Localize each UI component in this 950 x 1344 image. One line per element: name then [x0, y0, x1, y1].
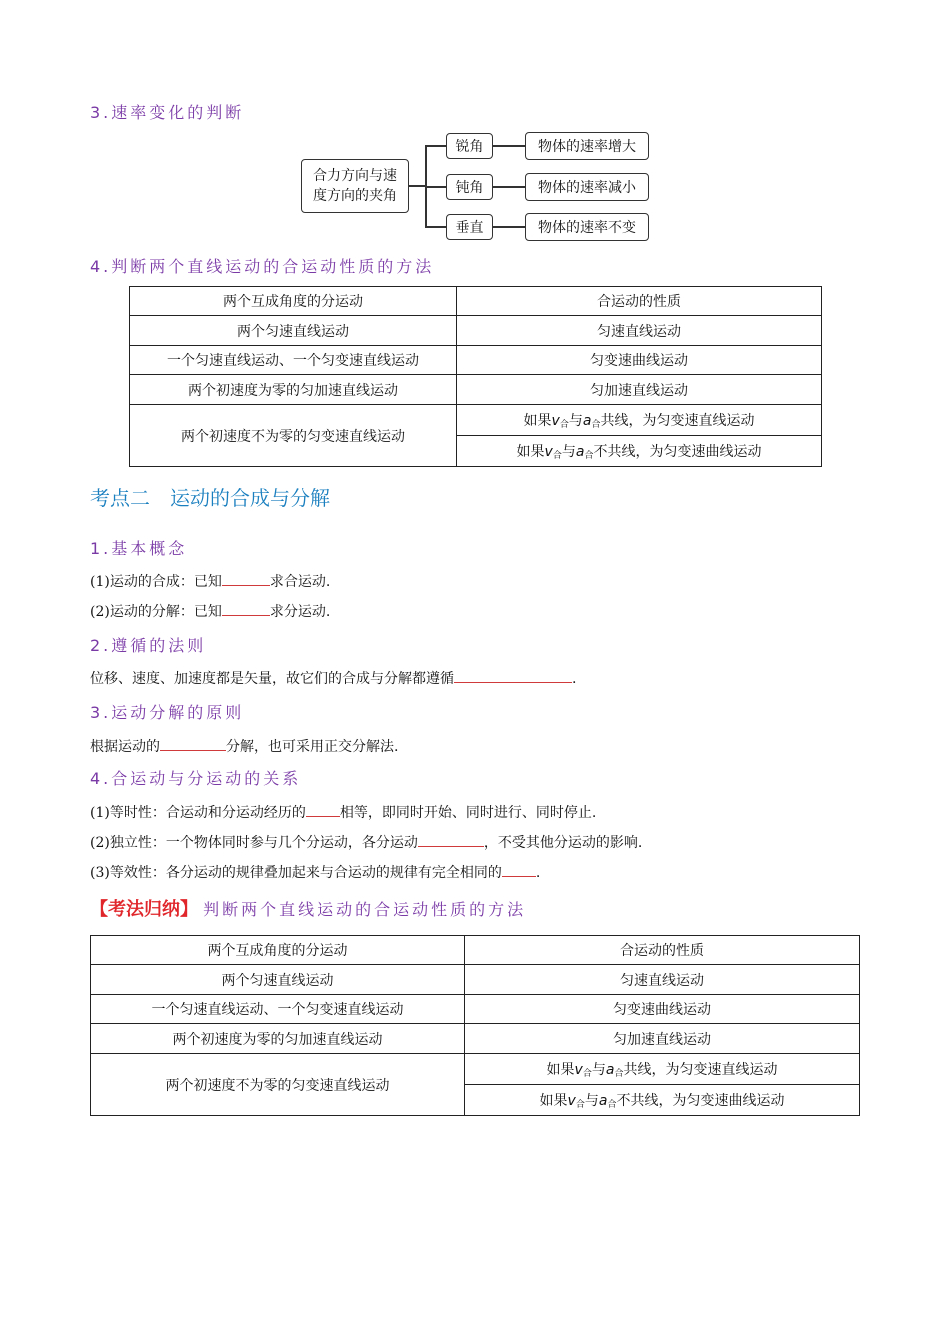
- table-row: [91, 1024, 860, 1054]
- decomposition-principle-title: 3.运动分解的原则: [90, 703, 245, 722]
- table-cell: 匀加速直线运动: [465, 1024, 860, 1054]
- paragraph: 根据运动的 分解，也可采用正交分解法.: [90, 736, 398, 756]
- kaofa-heading: [90, 895, 526, 921]
- table-row: [91, 995, 860, 1024]
- table-cell: 两个初速度为零的匀加速直线运动: [91, 1024, 465, 1054]
- paragraph: (2)运动的分解：已知 求分运动.: [90, 601, 330, 621]
- table-cell: 匀加速直线运动: [457, 375, 822, 405]
- section-4-title: 4.判断两个直线运动的合运动性质的方法: [90, 257, 435, 276]
- table-cell: 两个匀速直线运动: [130, 316, 457, 346]
- table-cell: 匀变速曲线运动: [465, 995, 860, 1024]
- table-row: [130, 287, 822, 316]
- diagram-root-box: [301, 159, 409, 213]
- connector: [493, 145, 525, 147]
- paragraph: (3)等效性：各分运动的规律叠加起来与合运动的规律有完全相同的 .: [90, 862, 540, 882]
- table-cell: 两个初速度不为零的匀变速直线运动: [91, 1054, 465, 1116]
- connector: [493, 186, 525, 188]
- fill-blank[interactable]: [454, 668, 572, 683]
- paragraph: (1)等时性：合运动和分运动经历的 相等，即同时开始、同时进行、同时停止.: [90, 802, 596, 822]
- table-header-cell: 合运动的性质: [465, 936, 860, 965]
- rule-title: 2.遵循的法则: [90, 636, 207, 655]
- table-cell-condition-collinear: 如果v合与a合共线，为匀变速直线运动: [457, 405, 822, 436]
- table-header-cell: 两个互成角度的分运动: [91, 936, 465, 965]
- table-cell: 匀速直线运动: [457, 316, 822, 346]
- angle-box-acute: 锐角: [446, 133, 493, 159]
- angle-box-obtuse: 钝角: [446, 174, 493, 200]
- fill-blank[interactable]: [502, 862, 536, 877]
- section-3-title: 3.速率变化的判断: [90, 103, 245, 122]
- paragraph: (1)运动的合成：已知 求合运动.: [90, 571, 330, 591]
- table-row: [130, 346, 822, 375]
- paragraph: (2)独立性：一个物体同时参与几个分运动，各分运动 ，不受其他分运动的影响.: [90, 832, 642, 852]
- table-row: [91, 936, 860, 965]
- table-cell-condition-noncollinear: 如果v合与a合不共线，为匀变速曲线运动: [457, 436, 822, 467]
- basic-concept-title: 1.基本概念: [90, 539, 188, 558]
- kaofa-label: 【考法归纳】: [90, 899, 198, 920]
- fill-blank[interactable]: [222, 601, 270, 616]
- table-header-cell: 合运动的性质: [457, 287, 822, 316]
- diagram-root-line1: 合力方向与速: [313, 168, 397, 184]
- table-row: [130, 316, 822, 346]
- paragraph: 位移、速度、加速度都是矢量，故它们的合成与分解都遵循 .: [90, 668, 576, 688]
- result-box-constant: 物体的速率不变: [525, 213, 649, 241]
- table-row: [91, 965, 860, 995]
- table-cell: 一个匀速直线运动、一个匀变速直线运动: [91, 995, 465, 1024]
- table-cell: 两个初速度为零的匀加速直线运动: [130, 375, 457, 405]
- result-box-decrease: 物体的速率减小: [525, 173, 649, 201]
- diagram-root-line2: 度方向的夹角: [313, 188, 397, 204]
- relation-title: 4.合运动与分运动的关系: [90, 769, 302, 788]
- connector: [425, 145, 446, 147]
- table-cell: 匀速直线运动: [465, 965, 860, 995]
- table-header-cell: 两个互成角度的分运动: [130, 287, 457, 316]
- result-box-increase: 物体的速率增大: [525, 132, 649, 160]
- motion-table-2: [90, 935, 860, 1116]
- fill-blank[interactable]: [222, 571, 270, 586]
- kaofa-title: 判断两个直线运动的合运动性质的方法: [203, 900, 527, 919]
- motion-table-1: [129, 286, 822, 467]
- table-cell: 匀变速曲线运动: [457, 346, 822, 375]
- table-row: [130, 405, 822, 436]
- fill-blank[interactable]: [160, 736, 226, 751]
- fill-blank[interactable]: [306, 802, 340, 817]
- table-cell-condition-noncollinear: 如果v合与a合不共线，为匀变速曲线运动: [465, 1085, 860, 1116]
- connector: [409, 185, 425, 187]
- table-cell: 两个初速度不为零的匀变速直线运动: [130, 405, 457, 467]
- table-cell: 两个匀速直线运动: [91, 965, 465, 995]
- kaodian-2-heading: 考点二 运动的合成与分解: [90, 486, 330, 510]
- angle-box-perpendicular: 垂直: [446, 214, 493, 240]
- table-row: [91, 1054, 860, 1085]
- table-row: [130, 375, 822, 405]
- fill-blank[interactable]: [418, 832, 484, 847]
- connector: [425, 226, 446, 228]
- table-cell-condition-collinear: 如果v合与a合共线，为匀变速直线运动: [465, 1054, 860, 1085]
- table-cell: 一个匀速直线运动、一个匀变速直线运动: [130, 346, 457, 375]
- connector: [493, 226, 525, 228]
- connector: [425, 186, 446, 188]
